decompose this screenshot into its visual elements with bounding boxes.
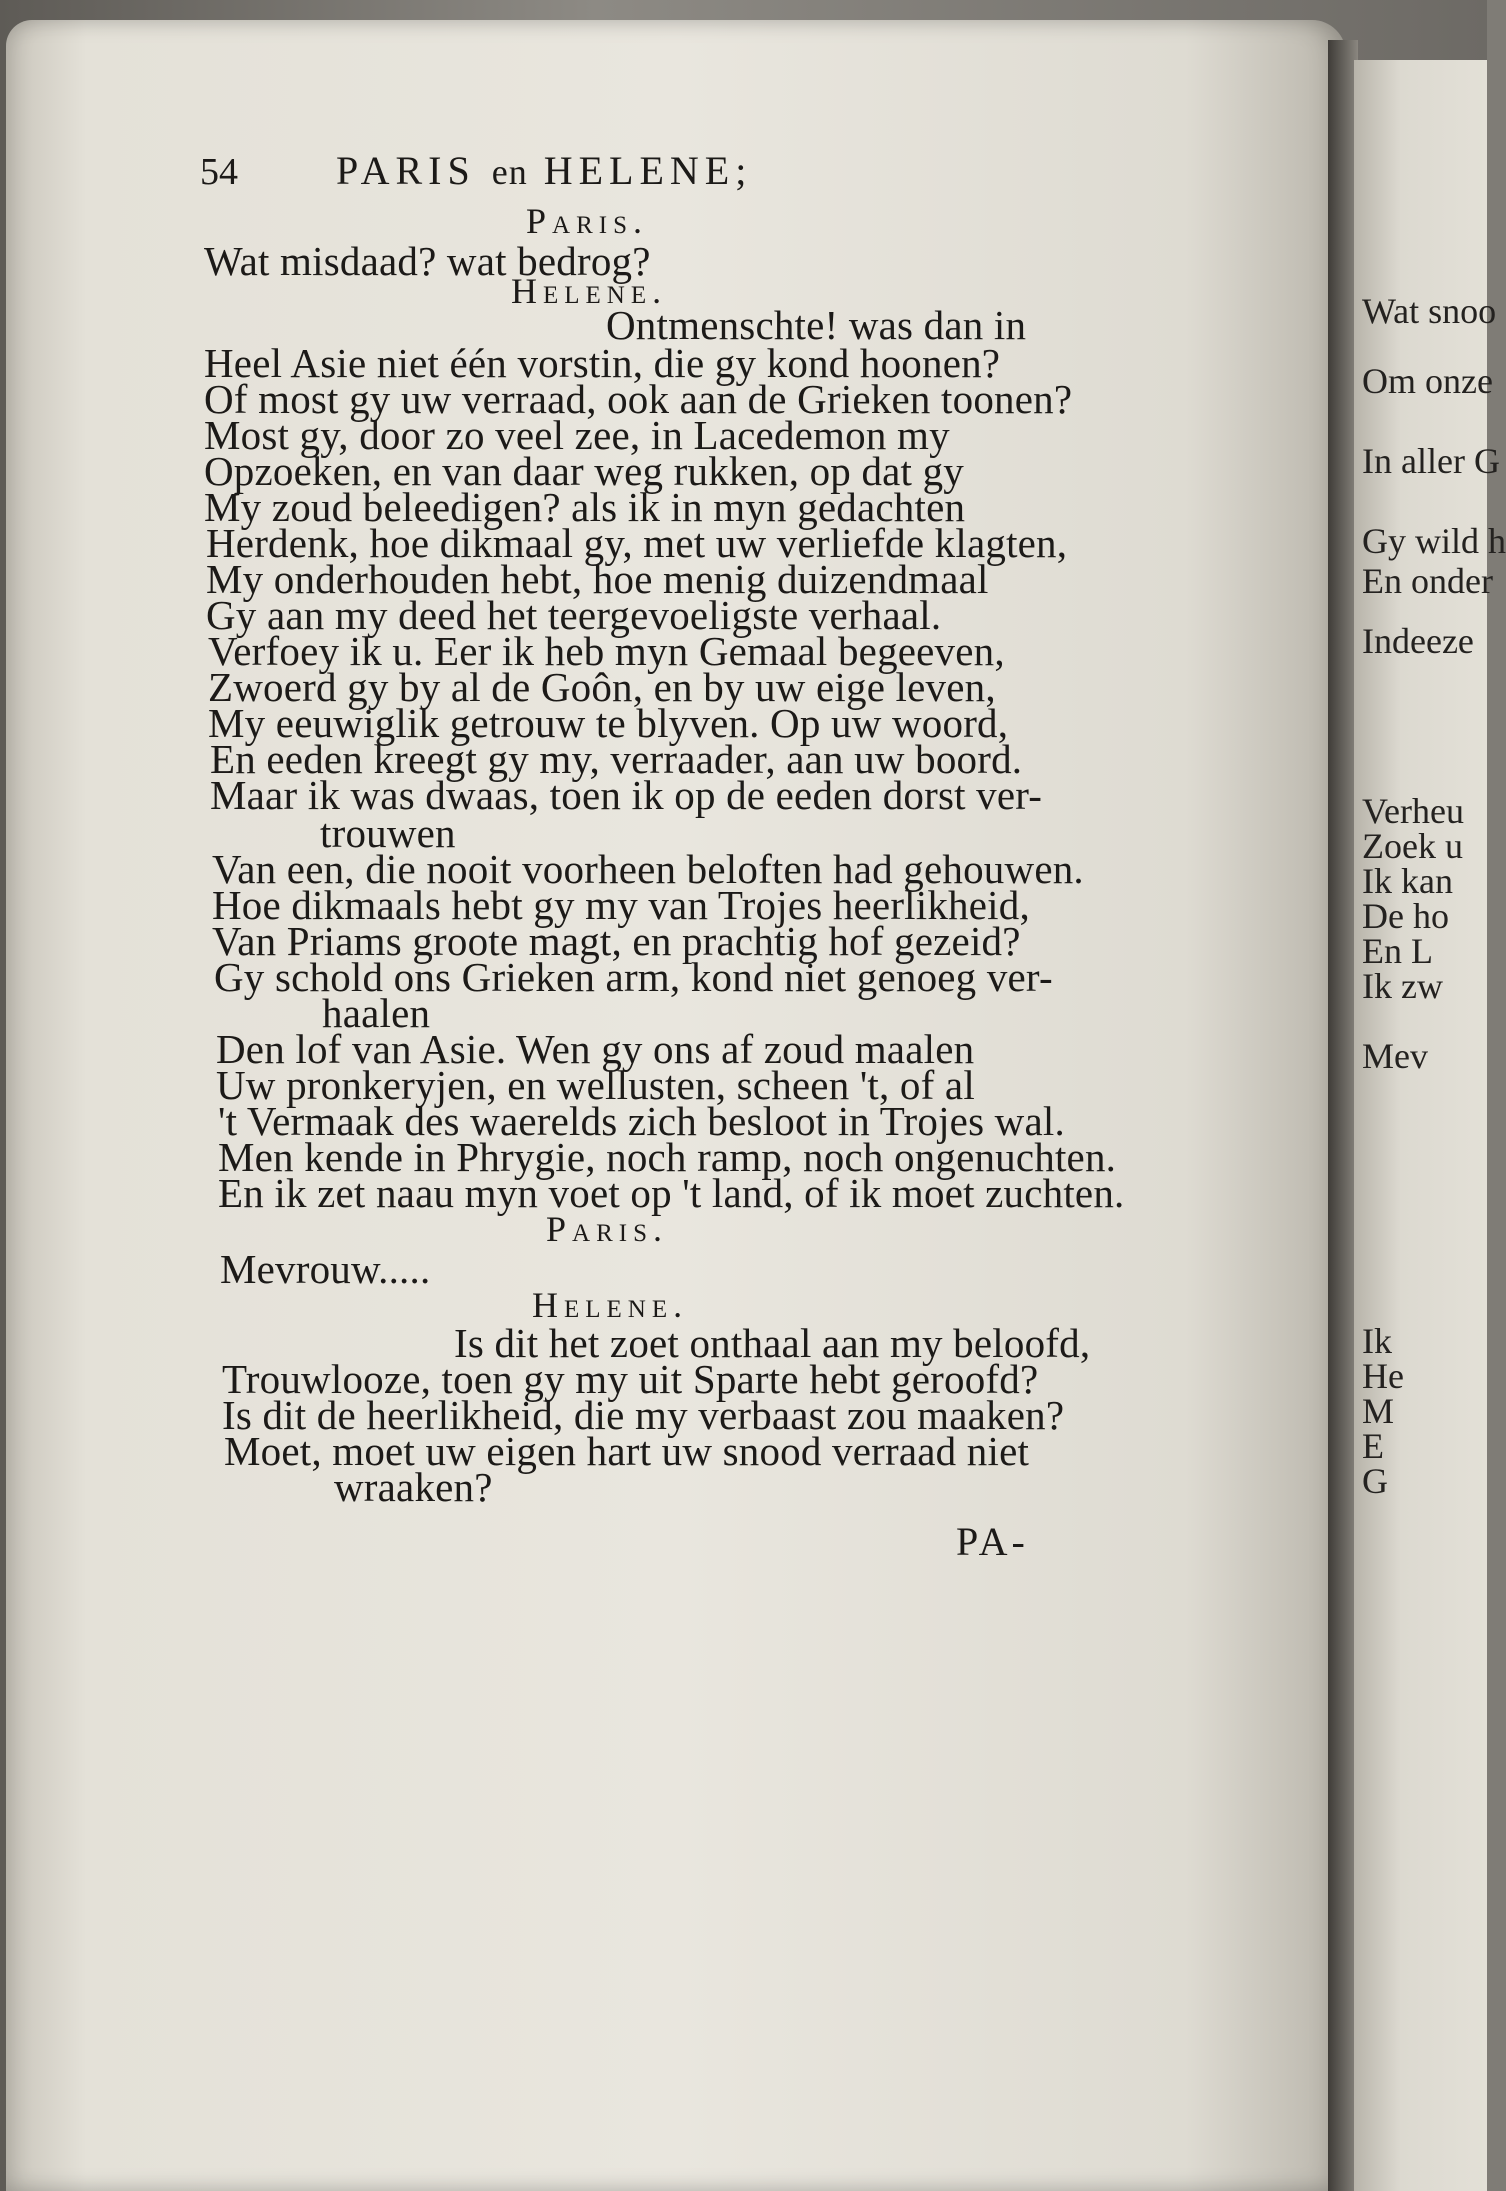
facing-page-fragment: Om onze (1362, 361, 1493, 401)
facing-page-fragment: Ik kan (1362, 861, 1453, 901)
facing-page-fragment: Mev (1362, 1036, 1428, 1076)
verse-line: 't Vermaak des waerelds zich besloot in Trojes wal. (218, 1098, 1065, 1144)
facing-page (1354, 60, 1506, 2191)
facing-page-fragment: Ik zw (1362, 966, 1443, 1006)
verse-line: Mevrouw..... (220, 1246, 431, 1292)
verse-line: Zwoerd gy by al de Goôn, en by uw eige leven, (208, 664, 996, 710)
verse-line: Maar ik was dwaas, toen ik op de eeden dorst ver- (210, 772, 1043, 818)
speaker-heading: Helene. (511, 271, 668, 311)
verse-line: Heel Asie niet één vorstin, die gy kond hoonen? (204, 340, 1001, 386)
facing-page-fragment: M (1362, 1391, 1395, 1431)
facing-page-fragment: G (1362, 1461, 1388, 1501)
running-title-conjunction: en (491, 152, 528, 192)
verse-line: Most gy, door zo veel zee, in Lacedemon my (204, 412, 950, 458)
verse-line: Van een, die nooit voorheen beloften had gehouwen. (212, 846, 1084, 892)
verse-line: My onderhouden hebt, hoe menig duizendmaal (206, 556, 989, 602)
facing-page-fragment: Ik (1362, 1321, 1392, 1361)
facing-page-fragment: In aller G (1362, 441, 1500, 481)
speaker-heading: Helene. (532, 1285, 689, 1325)
verse-line-continuation: haalen (322, 990, 431, 1036)
verse-line: Gy schold ons Grieken arm, kond niet genoeg ver- (214, 954, 1053, 1000)
verse-line: Opzoeken, en van daar weg rukken, op dat gy (204, 448, 964, 494)
verse-line: Is dit de heerlikheid, die my verbaast zou maaken? (222, 1392, 1065, 1438)
verse-line: My eeuwiglik getrouw te blyven. Op uw woord, (208, 700, 1009, 746)
facing-page-fragment: E (1362, 1426, 1384, 1466)
verse-line: Moet, moet uw eigen hart uw snood verraad niet (224, 1428, 1030, 1474)
verse-line: Hoe dikmaals hebt gy my van Trojes heerlikheid, (212, 882, 1030, 928)
facing-page-fragment: En onder (1362, 561, 1493, 601)
facing-page-fragment: He (1362, 1356, 1404, 1396)
verse-line: Van Priams groote magt, en prachtig hof gezeid? (212, 918, 1021, 964)
verse-line-continuation: trouwen (320, 810, 456, 856)
left-book-page (6, 20, 1346, 2191)
page-text-block (6, 20, 1346, 2191)
verse-line: Gy aan my deed het teergevoeligste verhaal. (206, 592, 942, 638)
verse-line: Uw pronkeryjen, en wellusten, scheen 't, of al (216, 1062, 975, 1108)
catchword: PA- (956, 1519, 1029, 1564)
speaker-heading: Paris. (546, 1209, 668, 1249)
verse-line: My zoud beleedigen? als ik in myn gedachten (204, 484, 966, 530)
verse-line: Herdenk, hoe dikmaal gy, met uw verliefde klagten, (206, 520, 1068, 566)
verse-line: Wat misdaad? wat bedrog? (204, 238, 651, 284)
verse-line: En eeden kreegt gy my, verraader, aan uw boord. (210, 736, 1023, 782)
verse-line: Den lof van Asie. Wen gy ons af zoud maalen (216, 1026, 975, 1072)
verse-line: En ik zet naau myn voet op 't land, of ik moet zuchten. (218, 1170, 1125, 1216)
facing-page-fragment: En L (1362, 931, 1433, 971)
facing-page-fragment: Wat snoo (1362, 291, 1497, 331)
facing-page-fragment: Gy wild h (1362, 521, 1506, 561)
speaker-heading: Paris. (526, 201, 648, 241)
verse-line: Is dit het zoet onthaal aan my beloofd, (454, 1320, 1091, 1366)
page-number: 54 (200, 151, 238, 193)
running-title (336, 147, 752, 194)
verse-line: Verfoey ik u. Eer ik heb myn Gemaal begeeven, (208, 628, 1005, 674)
facing-page-fragment: Zoek u (1362, 826, 1463, 866)
facing-page-fragment: De ho (1362, 896, 1449, 936)
verse-line: Trouwlooze, toen gy my uit Sparte hebt geroofd? (222, 1356, 1039, 1402)
verse-line: Men kende in Phrygie, noch ramp, noch ongenuchten. (218, 1134, 1117, 1180)
verse-line: Of most gy uw verraad, ook aan de Grieken toonen? (204, 376, 1073, 422)
facing-page-fragment: Verheu (1362, 791, 1464, 831)
facing-page-fragment: Indeeze (1362, 621, 1474, 661)
verse-line: Ontmenschte! was dan in (606, 302, 1027, 348)
running-title-helene: HELENE; (543, 148, 753, 193)
running-title-paris: PARIS (336, 148, 476, 193)
verse-line-continuation: wraaken? (334, 1464, 493, 1510)
